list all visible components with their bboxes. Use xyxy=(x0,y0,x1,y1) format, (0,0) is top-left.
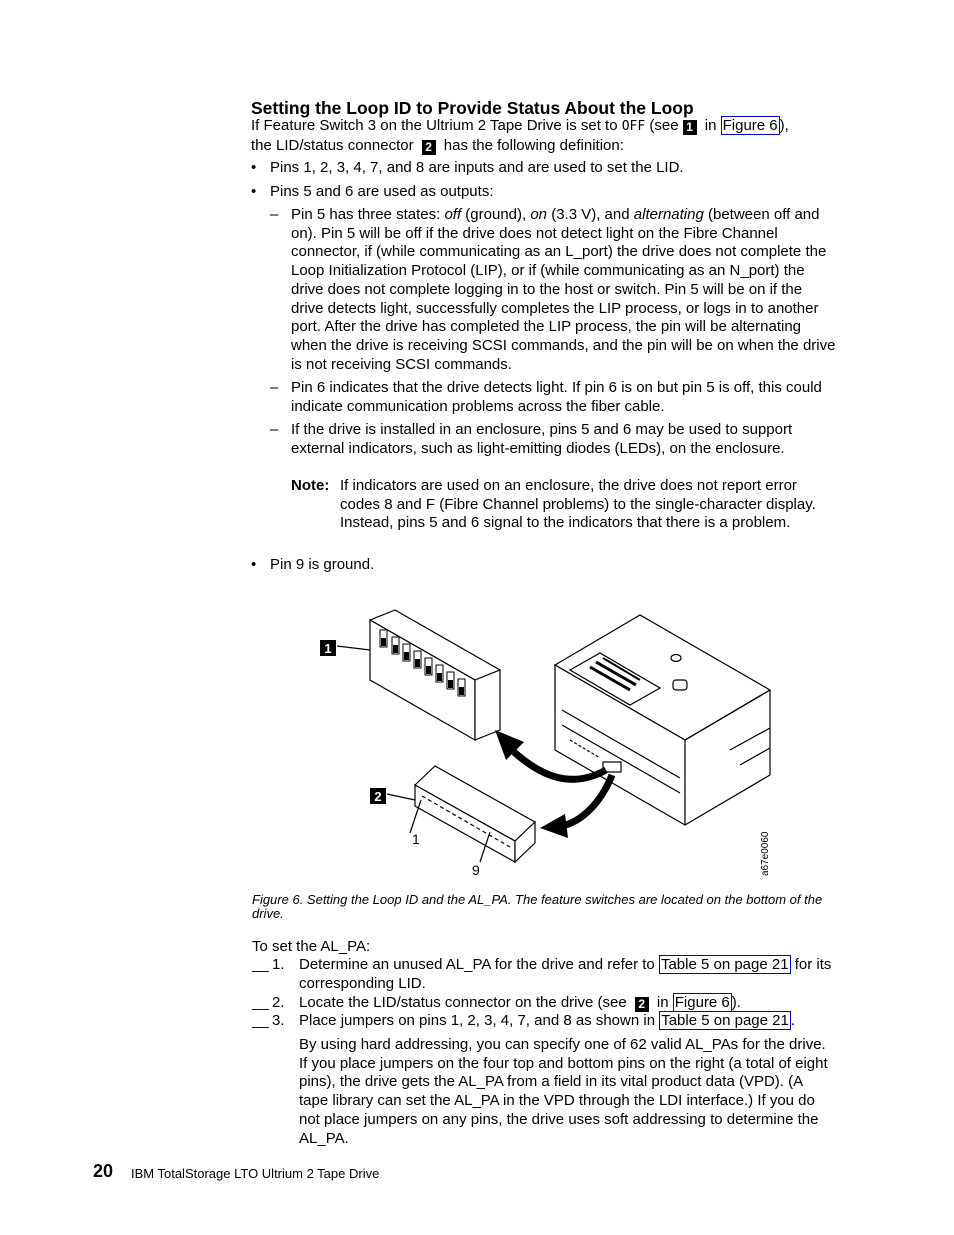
pin5-text-b: (ground), xyxy=(465,206,527,223)
hard-addressing-paragraph: By using hard addressing, you can specify one of 62 valid AL_PAs for the drive. If you place jumpers on the four top and bottom pins on the right (a total of eight pins), the drive gets the AL_PA from a field in its vital product data (VPD). (A tape library can set the AL_PA in the VPD through the LDI interface.) If you do not place jumpers on any pins, the drive uses soft addressing to determine the AL_PA. xyxy=(299,1036,828,1147)
step-checkbox: __ xyxy=(252,1012,269,1029)
pin5-off: off xyxy=(444,206,462,223)
bullet-text: Pins 5 and 6 are used as outputs: xyxy=(270,183,494,200)
pin5-alternating: alternating xyxy=(633,206,704,223)
pin-label-last: 9 xyxy=(472,862,480,878)
table-5-link[interactable]: Table 5 on page 21 xyxy=(661,1012,789,1029)
step-text xyxy=(299,956,842,993)
step-text xyxy=(299,1012,842,1031)
intro-text-1: If Feature Switch 3 on the Ultrium 2 Tape Drive is set to xyxy=(251,117,618,134)
pin5-text-d: (between off and on). Pin 5 will be off if the drive does not detect light on the Fibre Channel connector, if (while communicating as an L_port) the drive does not complete the Loop Initialization Protocol (LIP), or if (while communicating as an N_port) the drive does not complete logging in to the host or switch. Pin 5 will be on if the drive detects light, successfully completes the LIP process, or logs in to another port. After the drive has completed the LIP process, the pin will be alternating when the drive is receiving SCSI commands, and the pin will be on when the drive is not receiving SCSI commands. xyxy=(291,206,836,373)
page-number: 20 xyxy=(93,1161,114,1181)
intro-paragraph xyxy=(251,117,841,155)
step-text-b: . xyxy=(790,1012,796,1029)
lid-status-connector xyxy=(415,766,535,862)
step-text-b: for its corresponding LID. xyxy=(299,956,832,992)
step-checkbox: __ xyxy=(252,956,269,973)
pin6-text: Pin 6 indicates that the drive detects light. If pin 6 is on but pin 5 is off, this could indicate communication problems across the fiber cable. xyxy=(291,379,822,415)
bullet-mark: • xyxy=(251,183,257,200)
bullet-mark: • xyxy=(251,556,257,573)
callout-2: 2 xyxy=(635,997,649,1012)
bullet-text: Pin 9 is ground. xyxy=(270,556,375,573)
dash-mark: – xyxy=(270,379,279,396)
figure-6-link[interactable]: Figure 6 xyxy=(722,117,778,134)
step-text-a: Place jumpers on pins 1, 2, 3, 4, 7, and 8 as shown in xyxy=(299,1012,656,1029)
sublist-item-pin5 xyxy=(270,206,836,376)
dash-mark: – xyxy=(270,421,279,438)
enclosure-text: If the drive is installed in an enclosure, pins 5 and 6 may be used to support external indicators, such as light-emitting diodes (LEDs), on the enclosure. xyxy=(291,421,793,457)
code-off: OFF xyxy=(621,119,646,134)
callout-2: 2 xyxy=(422,140,436,155)
svg-text:2: 2 xyxy=(374,789,382,804)
figure-6-link[interactable]: Figure 6 xyxy=(674,994,730,1011)
tape-drive xyxy=(555,615,770,825)
intro-text-3: in xyxy=(704,117,717,134)
footer-title: IBM TotalStorage LTO Ultrium 2 Tape Drive xyxy=(131,1166,380,1181)
bullet-text: Pins 1, 2, 3, 4, 7, and 8 are inputs and are used to set the LID. xyxy=(270,159,684,176)
intro-text-5: the LID/status connector xyxy=(251,136,414,154)
figure-caption: Figure 6. Setting the Loop ID and the AL_PA. The feature switches are located on the bottom of the drive. xyxy=(252,892,823,921)
bullet-mark: • xyxy=(251,159,257,176)
intro-text-2: (see xyxy=(649,117,679,134)
pin5-text xyxy=(291,206,836,374)
callout-1: 1 xyxy=(683,120,697,135)
figure-callout-1 xyxy=(320,640,336,656)
note-label: Note: xyxy=(291,477,330,494)
step-text-mid: in xyxy=(656,994,669,1011)
step-text-a: Locate the LID/status connector on the drive (see xyxy=(299,994,627,1011)
pin5-text-c: (3.3 V), and xyxy=(551,206,630,223)
step-text xyxy=(299,994,842,1013)
intro-text-6: has the following definition: xyxy=(443,136,624,154)
note-text: If indicators are used on an enclosure, the drive does not report error codes 8 and F (Fibre Channel problems) to the single-character display. Instead, pins 5 and 6 signal to the indicators that there is a problem. xyxy=(340,477,816,532)
feature-switch-block xyxy=(370,610,500,740)
section-heading: Setting the Loop ID to Provide Status About the Loop xyxy=(251,98,694,118)
pin-label-first: 1 xyxy=(412,831,420,847)
step-number: 3. xyxy=(272,1012,285,1029)
procedure-intro: To set the AL_PA: xyxy=(252,938,371,955)
table-5-link[interactable]: Table 5 on page 21 xyxy=(660,956,789,973)
pin5-on: on xyxy=(530,206,548,223)
intro-text-4: ), xyxy=(779,117,789,134)
step-number: 1. xyxy=(272,956,285,973)
pin5-text-a: Pin 5 has three states: xyxy=(291,206,441,223)
dash-mark: – xyxy=(270,206,279,223)
step-checkbox: __ xyxy=(252,994,269,1011)
figure-callout-2 xyxy=(370,788,386,804)
figure-id: a67e0060 xyxy=(760,831,771,876)
step-number: 2. xyxy=(272,994,285,1011)
figure-6-illustration xyxy=(300,600,790,890)
svg-text:1: 1 xyxy=(324,641,332,656)
step-text-b: ). xyxy=(731,994,741,1011)
step-text-a: Determine an unused AL_PA for the drive and refer to xyxy=(299,956,655,973)
